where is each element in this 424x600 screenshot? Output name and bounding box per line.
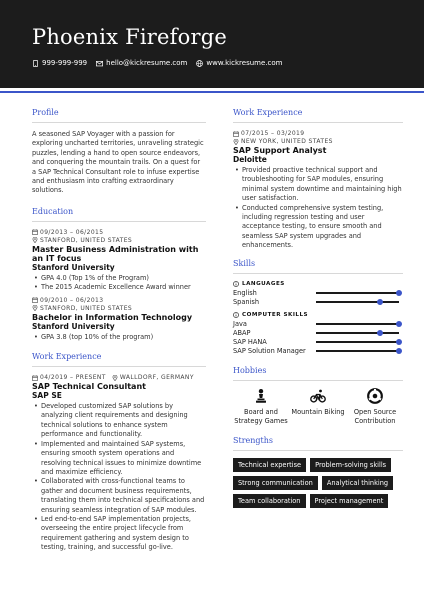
hobby-label: Board and Strategy Games <box>234 407 288 425</box>
entry-meta <box>32 229 206 236</box>
location-text: WALLDORF, GERMANY <box>119 374 194 382</box>
list-item: • The 2015 Academic Excellence Award winner <box>32 283 206 292</box>
phone-icon <box>32 60 39 67</box>
entry-meta <box>32 297 206 304</box>
header-accent-line <box>0 91 424 93</box>
skill-level-bar <box>316 301 399 303</box>
entry-location <box>32 237 206 244</box>
skill-level-marker <box>377 330 383 336</box>
dates-text: 07/2015 – 03/2019 <box>241 130 305 137</box>
education-bullets <box>32 333 206 342</box>
entry-dates <box>233 130 304 137</box>
email-address[interactable]: hello@kickresume.com <box>106 59 188 67</box>
list-item: • Collaborated with cross-functional teams to gather and document business requirements, translating them into technical specifications and ensuring seamless integration of SAP modules. <box>32 477 206 515</box>
strength-tag: Team collaboration <box>233 494 306 508</box>
strength-tag: Analytical thinking <box>322 476 393 490</box>
dates-text: 04/2019 – PRESENT <box>40 374 106 382</box>
dates-text: 09/2013 – 06/2015 <box>40 228 104 236</box>
section-title-strengths: Strengths <box>233 436 403 451</box>
email-contact[interactable] <box>96 59 187 67</box>
entry-dates <box>32 374 106 381</box>
hobby-list <box>233 388 403 426</box>
calendar-icon <box>32 375 38 381</box>
strength-tag: Project management <box>310 494 389 508</box>
skill-level-bar <box>316 323 399 325</box>
info-icon <box>233 312 239 318</box>
skill-name: SAP Solution Manager <box>233 347 306 356</box>
skill-row <box>233 298 403 307</box>
calendar-icon <box>32 229 38 235</box>
skill-level-bar <box>316 350 399 352</box>
skill-level-marker <box>396 339 402 345</box>
map-pin-icon <box>112 375 118 381</box>
skill-level-marker <box>396 348 402 354</box>
degree-title: Bachelor in Information Technology <box>32 312 193 322</box>
phone-number: 999-999-999 <box>42 59 88 67</box>
hobby-item <box>233 388 289 426</box>
job-title: SAP Technical Consultant <box>32 382 146 392</box>
list-item: • GPA 3.8 (top 10% of the program) <box>32 333 206 342</box>
website-contact[interactable] <box>196 59 282 67</box>
section-title-skills: Skills <box>233 259 403 274</box>
skill-row <box>233 289 403 298</box>
company-name: Deloitte <box>233 155 267 164</box>
list-item: • Led end-to-end SAP implementation projects, overseeing the entire project lifecycle from requirement gathering and system design to testing, training, and successful go-live. <box>32 515 206 553</box>
chess-pawn-icon <box>253 388 269 404</box>
info-icon <box>233 281 239 287</box>
contact-info <box>32 59 282 67</box>
bicycle-icon <box>310 388 326 404</box>
list-item: • Developed customized SAP solutions by analyzing client requirements and designing technical solutions to enhance system performance and functionality. <box>32 402 206 440</box>
dates-text: 09/2010 – 06/2013 <box>40 296 104 304</box>
skill-level-bar <box>316 341 399 343</box>
skill-level-marker <box>396 321 402 327</box>
map-pin-icon <box>32 237 38 243</box>
candidate-name: Phoenix Fireforge <box>32 25 227 49</box>
entry-meta <box>32 374 206 381</box>
strength-tag: Strong communication <box>233 476 318 490</box>
skill-row <box>233 329 403 338</box>
work-bullets <box>233 166 403 251</box>
school-name: Stanford University <box>32 262 115 272</box>
skill-name: English <box>233 289 257 298</box>
work-bullets <box>32 402 206 553</box>
skill-name: SAP HANA <box>233 338 267 347</box>
entry-dates <box>32 297 103 304</box>
calendar-icon <box>233 131 239 137</box>
school-name: Stanford University <box>32 321 115 331</box>
education-bullets <box>32 274 206 293</box>
section-title-education: Education <box>32 207 206 222</box>
resume-header <box>0 0 424 88</box>
strength-tag: Technical expertise <box>233 458 306 472</box>
education-entry <box>32 229 206 293</box>
work-entry <box>233 130 403 251</box>
hobby-label: Mountain Biking <box>291 407 345 416</box>
skill-name: ABAP <box>233 329 251 338</box>
skill-group-label: LANGUAGES <box>242 280 285 287</box>
skill-row <box>233 338 403 347</box>
left-column <box>32 108 206 557</box>
skills-section <box>233 259 403 356</box>
phone-contact <box>32 59 87 67</box>
list-item: • GPA 4.0 (Top 1% of the Program) <box>32 274 206 283</box>
work-entry <box>32 374 206 553</box>
profile-text: A seasoned SAP Voyager with a passion for exploring uncharted territories, unraveling strategic puzzles, lending a hand to open source endeavors, and conquering the mountain trails. On a quest for a SAP Technical Consultant role to infuse expertise and enthusiasm into crafting extraordinary solutions. <box>32 130 204 195</box>
education-entry <box>32 297 206 342</box>
education-section <box>32 207 206 342</box>
location-text: STANFORD, UNITED STATES <box>40 236 133 244</box>
location-text: STANFORD, UNITED STATES <box>40 304 133 312</box>
hobby-item <box>290 388 346 426</box>
website-url[interactable]: www.kickresume.com <box>206 59 283 67</box>
skill-group <box>233 281 403 307</box>
skill-name: Java <box>233 320 247 329</box>
map-pin-icon <box>32 305 38 311</box>
list-item: • Conducted comprehensive system testing, including regression testing and user acceptance testing, to ensure smooth and seamless SAP system upgrades and enhancements. <box>233 204 403 251</box>
skill-group-heading <box>233 281 403 287</box>
list-item: • Implemented and maintained SAP systems, ensuring smooth system operations and resolving technical issues to minimize downtime and maximize efficiency. <box>32 440 206 478</box>
entry-location <box>112 374 194 381</box>
open-source-icon <box>367 388 383 404</box>
map-pin-icon <box>233 139 239 145</box>
skill-group <box>233 312 403 356</box>
section-title-profile: Profile <box>32 108 206 123</box>
skill-name: Spanish <box>233 298 260 307</box>
entry-dates <box>32 229 103 236</box>
entry-location <box>32 305 206 312</box>
section-title-work: Work Experience <box>233 108 403 123</box>
profile-section <box>32 108 206 196</box>
skill-group-heading <box>233 312 403 318</box>
work-experience-section-left <box>32 352 206 553</box>
skill-level-marker <box>396 290 402 296</box>
strengths-section <box>233 436 403 508</box>
right-column <box>233 108 403 508</box>
envelope-icon <box>96 60 103 67</box>
calendar-icon <box>32 297 38 303</box>
job-title: SAP Support Analyst <box>233 146 327 155</box>
strength-tags <box>233 458 403 508</box>
section-title-hobbies: Hobbies <box>233 366 403 381</box>
work-experience-section-right <box>233 108 403 251</box>
skill-level-marker <box>377 299 383 305</box>
hobby-item <box>347 388 403 426</box>
hobbies-section <box>233 366 403 426</box>
skill-level-bar <box>316 292 399 294</box>
skill-level-bar <box>316 332 399 334</box>
location-text: NEW YORK, UNITED STATES <box>241 138 333 145</box>
list-item: • Provided proactive technical support and troubleshooting for SAP modules, ensuring minimal system downtime and maintaining high user satisfaction. <box>233 166 403 204</box>
skill-row <box>233 347 403 356</box>
degree-title: Master Business Administration with an IT focus <box>32 244 199 263</box>
globe-icon <box>196 60 203 67</box>
company-name: SAP SE <box>32 391 62 401</box>
section-title-work: Work Experience <box>32 352 206 367</box>
entry-meta <box>233 130 403 137</box>
entry-location <box>233 138 403 145</box>
skill-group-label: COMPUTER SKILLS <box>242 311 309 318</box>
hobby-label: Open Source Contribution <box>353 407 397 425</box>
strength-tag: Problem-solving skills <box>310 458 391 472</box>
skill-row <box>233 320 403 329</box>
